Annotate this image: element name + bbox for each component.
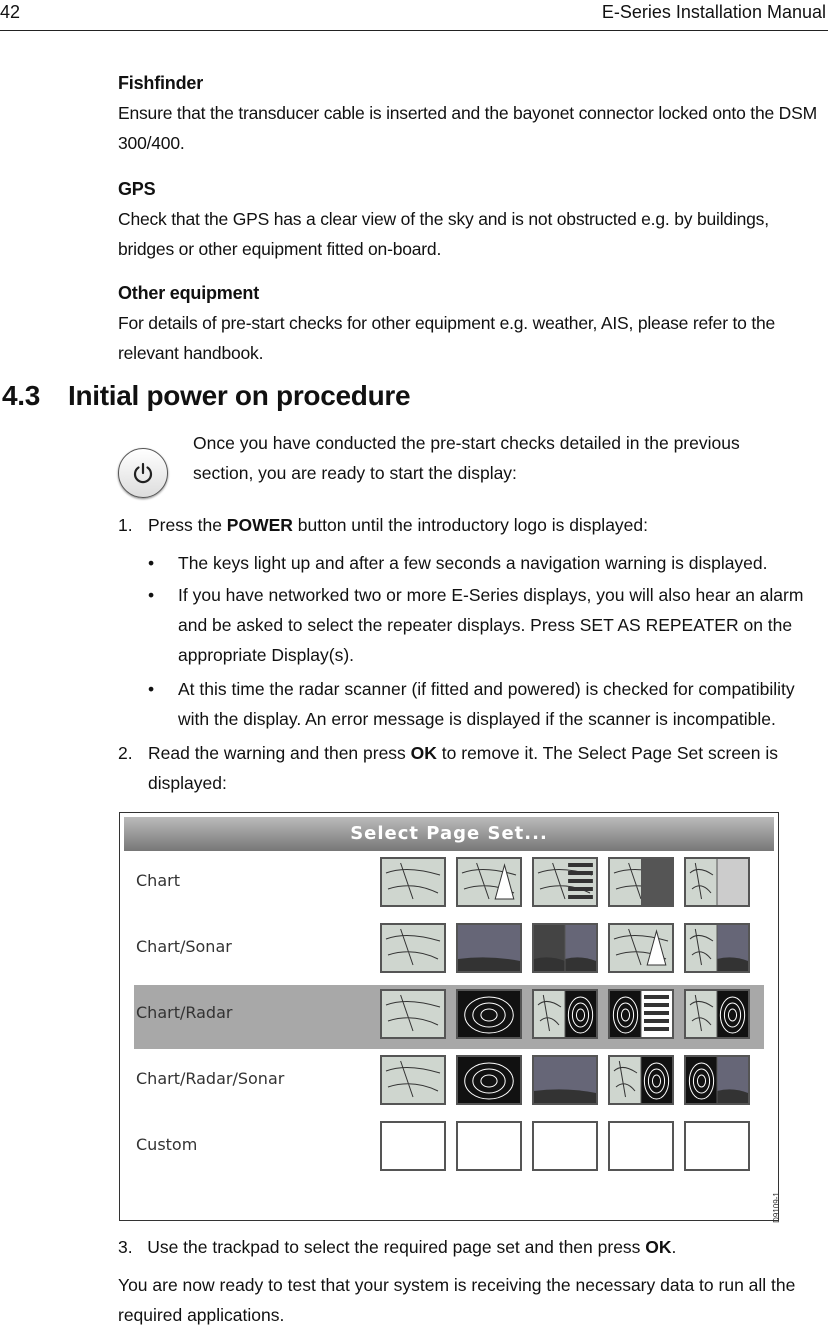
bullet: • [148, 585, 155, 605]
page-layout-icon [458, 925, 520, 971]
page-layout-icon [610, 859, 672, 905]
page-set-row[interactable] [134, 985, 764, 1049]
page-set-row[interactable] [134, 919, 764, 983]
intro-text: Once you have conducted the pre-start checks detailed in the previous section, you are ready to start the display: [193, 433, 740, 483]
other-equipment-text: For details of pre-start checks for other equipment e.g. weather, AIS, please refer to the relevant handbook. [118, 313, 776, 363]
page-layout-icon [534, 1123, 596, 1169]
page-thumbnail[interactable] [684, 857, 750, 907]
page-layout-icon [610, 1123, 672, 1169]
page-thumbnail[interactable] [608, 923, 674, 973]
page-layout-icon [382, 991, 444, 1037]
step-text: . [671, 1237, 677, 1257]
page-layout-icon [534, 1057, 596, 1103]
bullet-text: If you have networked two or more E-Series displays, you will also hear an alarm and be asked to select the repeater displays. Press SET AS REPEATER on the appropriate Display(s). [178, 585, 804, 665]
page-thumbnail[interactable] [380, 923, 446, 973]
fishfinder-heading: Fishfinder [118, 73, 204, 93]
fishfinder-block [118, 68, 826, 158]
power-button-icon [118, 448, 168, 498]
page-layout-icon [382, 1057, 444, 1103]
page-layout-icon [458, 1057, 520, 1103]
page-set-label: Chart/Radar [136, 1003, 233, 1022]
page-thumbnail[interactable] [380, 1121, 446, 1171]
page-set-row[interactable] [134, 1117, 764, 1181]
step-number: 2. [118, 743, 133, 763]
page-layout-icon [458, 991, 520, 1037]
other-equipment-block [118, 278, 826, 368]
page-thumbnail[interactable] [456, 1121, 522, 1171]
page-layout-icon [534, 991, 596, 1037]
page-set-label: Chart/Radar/Sonar [136, 1069, 285, 1088]
page-thumbnail[interactable] [532, 857, 598, 907]
page-thumbnail[interactable] [684, 923, 750, 973]
step-number: 1. [118, 515, 133, 535]
manual-title: E-Series Installation Manual [601, 2, 826, 22]
power-key-label: POWER [226, 515, 293, 535]
page-thumbnail[interactable] [532, 1055, 598, 1105]
gps-text: Check that the GPS has a clear view of the sky and is not obstructed e.g. by buildings, bridges or other equipment fitted on-board. [118, 209, 769, 259]
page-thumbnail[interactable] [684, 1055, 750, 1105]
ok-key-label: OK [410, 743, 437, 763]
page-thumbnail[interactable] [380, 989, 446, 1039]
page-thumbnail[interactable] [456, 989, 522, 1039]
step-text: to remove it. The Select Page Set screen is displayed: [148, 743, 779, 793]
page-thumbnail[interactable] [456, 1055, 522, 1105]
step-text: Press the [148, 515, 227, 535]
page-thumbnail[interactable] [532, 1121, 598, 1171]
page-set-label: Chart/Sonar [136, 937, 232, 956]
page-layout-icon [686, 925, 748, 971]
page-set-row[interactable] [134, 853, 764, 917]
ok-key-label: OK [645, 1237, 672, 1257]
page-set-label: Custom [136, 1135, 198, 1154]
page-layout-icon [686, 859, 748, 905]
page-layout-icon [458, 859, 520, 905]
page-layout-icon [382, 859, 444, 905]
page-set-label: Chart [136, 871, 180, 890]
page-layout-icon [382, 925, 444, 971]
page-thumbnail[interactable] [608, 857, 674, 907]
figure-id: D9109-1 [772, 1192, 782, 1223]
bullet-text: At this time the radar scanner (if fitted and powered) is checked for compatibility with the display. An error message is displayed if the scanner is incompatible. [178, 679, 795, 729]
step-text: Use the trackpad to select the required page set and then press [147, 1237, 646, 1257]
page-number: 42 [0, 2, 21, 22]
page-thumbnail[interactable] [456, 923, 522, 973]
page-thumbnail[interactable] [608, 989, 674, 1039]
gps-heading: GPS [118, 179, 156, 199]
step-number: 3. [118, 1237, 133, 1257]
page-layout-icon [610, 925, 672, 971]
section-title: Initial power on procedure [68, 380, 411, 411]
page-thumbnail[interactable] [380, 857, 446, 907]
section-heading [2, 380, 410, 412]
page-set-row[interactable] [134, 1051, 764, 1115]
page-thumbnail[interactable] [532, 923, 598, 973]
page-layout-icon [534, 859, 596, 905]
select-page-set-screen [119, 812, 782, 1223]
page-thumbnail[interactable] [608, 1055, 674, 1105]
closing-paragraph: You are now ready to test that your system is receiving the necessary data to run all the required applications. [118, 1275, 796, 1325]
step-3 [118, 1232, 676, 1262]
page-thumbnail[interactable] [380, 1055, 446, 1105]
screen-title-bar: Select Page Set... [124, 817, 774, 851]
page-header [0, 0, 828, 31]
bullet: • [148, 679, 155, 699]
bullet-text: The keys light up and after a few seconds a navigation warning is displayed. [178, 553, 768, 573]
fishfinder-text: Ensure that the transducer cable is inserted and the bayonet connector locked onto the DSM 300/400. [118, 103, 817, 153]
page-thumbnail[interactable] [532, 989, 598, 1039]
page-thumbnail[interactable] [684, 989, 750, 1039]
bullet: • [148, 553, 155, 573]
page-thumbnail[interactable] [684, 1121, 750, 1171]
page-thumbnail[interactable] [608, 1121, 674, 1171]
page-layout-icon [458, 1123, 520, 1169]
section-number: 4.3 [2, 380, 41, 411]
other-equipment-heading: Other equipment [118, 283, 260, 303]
gps-block [118, 174, 826, 264]
page-layout-icon [686, 1057, 748, 1103]
page-layout-icon [610, 991, 672, 1037]
step-text: Read the warning and then press [148, 743, 411, 763]
page-layout-icon [610, 1057, 672, 1103]
page-thumbnail[interactable] [456, 857, 522, 907]
page-layout-icon [686, 1123, 748, 1169]
page-layout-icon [686, 991, 748, 1037]
page-layout-icon [382, 1123, 444, 1169]
step-text: button until the introductory logo is displayed: [292, 515, 648, 535]
page-layout-icon [534, 925, 596, 971]
